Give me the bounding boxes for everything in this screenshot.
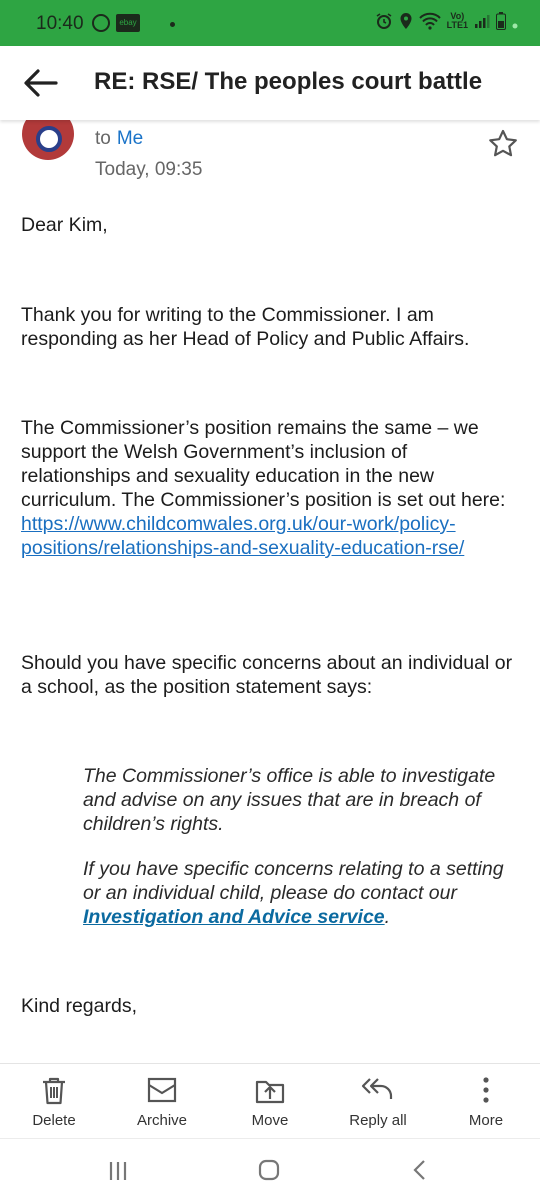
archive-label: Archive <box>136 1112 188 1129</box>
to-label: to <box>95 128 111 149</box>
alarm-icon <box>375 12 393 30</box>
body-paragraph-1: Thank you for writing to the Commissioner. I am responding as her Head of Policy and Public Affairs. <box>21 304 470 350</box>
action-bar <box>0 1063 540 1138</box>
email-date: Today, 09:35 <box>95 159 203 180</box>
notification-icons <box>92 14 140 32</box>
recents-icon[interactable] <box>108 1161 128 1181</box>
nav-back-icon[interactable] <box>412 1159 426 1181</box>
status-time: 10:40 <box>36 13 84 34</box>
quote-paragraph-1: The Commissioner’s office is able to investigate and advise on any issues that are in breach of children’s rights. <box>83 765 496 835</box>
reply-all-button[interactable] <box>324 1064 432 1138</box>
trash-icon <box>40 1076 68 1106</box>
archive-button[interactable] <box>108 1064 216 1138</box>
charging-dot-icon <box>512 12 518 30</box>
quote-2-text: If you have specific concerns relating to a setting or an individual child, please do contact our <box>83 858 504 904</box>
status-bar <box>0 0 540 46</box>
home-icon[interactable] <box>258 1159 280 1181</box>
body-paragraph-2 <box>21 416 521 560</box>
recipient-name[interactable]: Me <box>116 128 144 149</box>
battery-icon <box>496 12 506 30</box>
star-icon[interactable] <box>487 128 519 160</box>
quote-paragraph-2 <box>83 857 523 929</box>
more-vertical-icon <box>482 1076 490 1104</box>
move-icon <box>254 1076 286 1106</box>
ebay-icon: ebay <box>116 14 140 32</box>
body-paragraph-3: Should you have specific concerns about an individual or a school, as the position statement says: <box>21 652 513 698</box>
email-subject: RE: RSE/ The peoples court battle <box>94 68 483 95</box>
signoff: Kind regards, <box>21 995 137 1017</box>
system-icons <box>375 12 518 30</box>
reply-all-label: Reply all <box>349 1112 407 1129</box>
recipient-row[interactable] <box>95 128 143 150</box>
greeting: Dear Kim, <box>21 214 108 236</box>
wifi-icon <box>419 12 441 30</box>
more-label: More <box>468 1112 504 1129</box>
system-nav-bar <box>0 1138 540 1201</box>
quote-2-end: . <box>384 906 391 928</box>
signal-icon <box>474 13 490 29</box>
investigation-advice-link[interactable]: Investigation and Advice service <box>83 906 385 928</box>
reply-all-icon <box>361 1076 395 1102</box>
app-bar <box>0 46 540 120</box>
delete-button[interactable] <box>0 1064 108 1138</box>
rse-policy-link[interactable]: https://www.childcomwales.org.uk/our-work/policy-positions/relationships-and-sexuality-education-rse/ <box>21 513 465 559</box>
notification-dot-icon <box>170 22 175 27</box>
more-button[interactable] <box>432 1064 540 1138</box>
move-label: Move <box>251 1112 289 1129</box>
delete-label: Delete <box>32 1112 76 1129</box>
back-arrow-icon[interactable] <box>22 68 58 98</box>
whatsapp-icon <box>92 14 110 32</box>
location-icon <box>399 12 413 30</box>
lte-indicator: Vo) LTE1 <box>446 11 468 30</box>
move-button[interactable] <box>216 1064 324 1138</box>
avatar-logo <box>36 126 62 152</box>
archive-icon <box>146 1076 178 1104</box>
paragraph-2-text: The Commissioner’s position remains the same – we support the Welsh Government’s inclusion of relationships and sexuality education in the new curriculum. The Commissioner’s position is set out here: <box>21 417 506 511</box>
